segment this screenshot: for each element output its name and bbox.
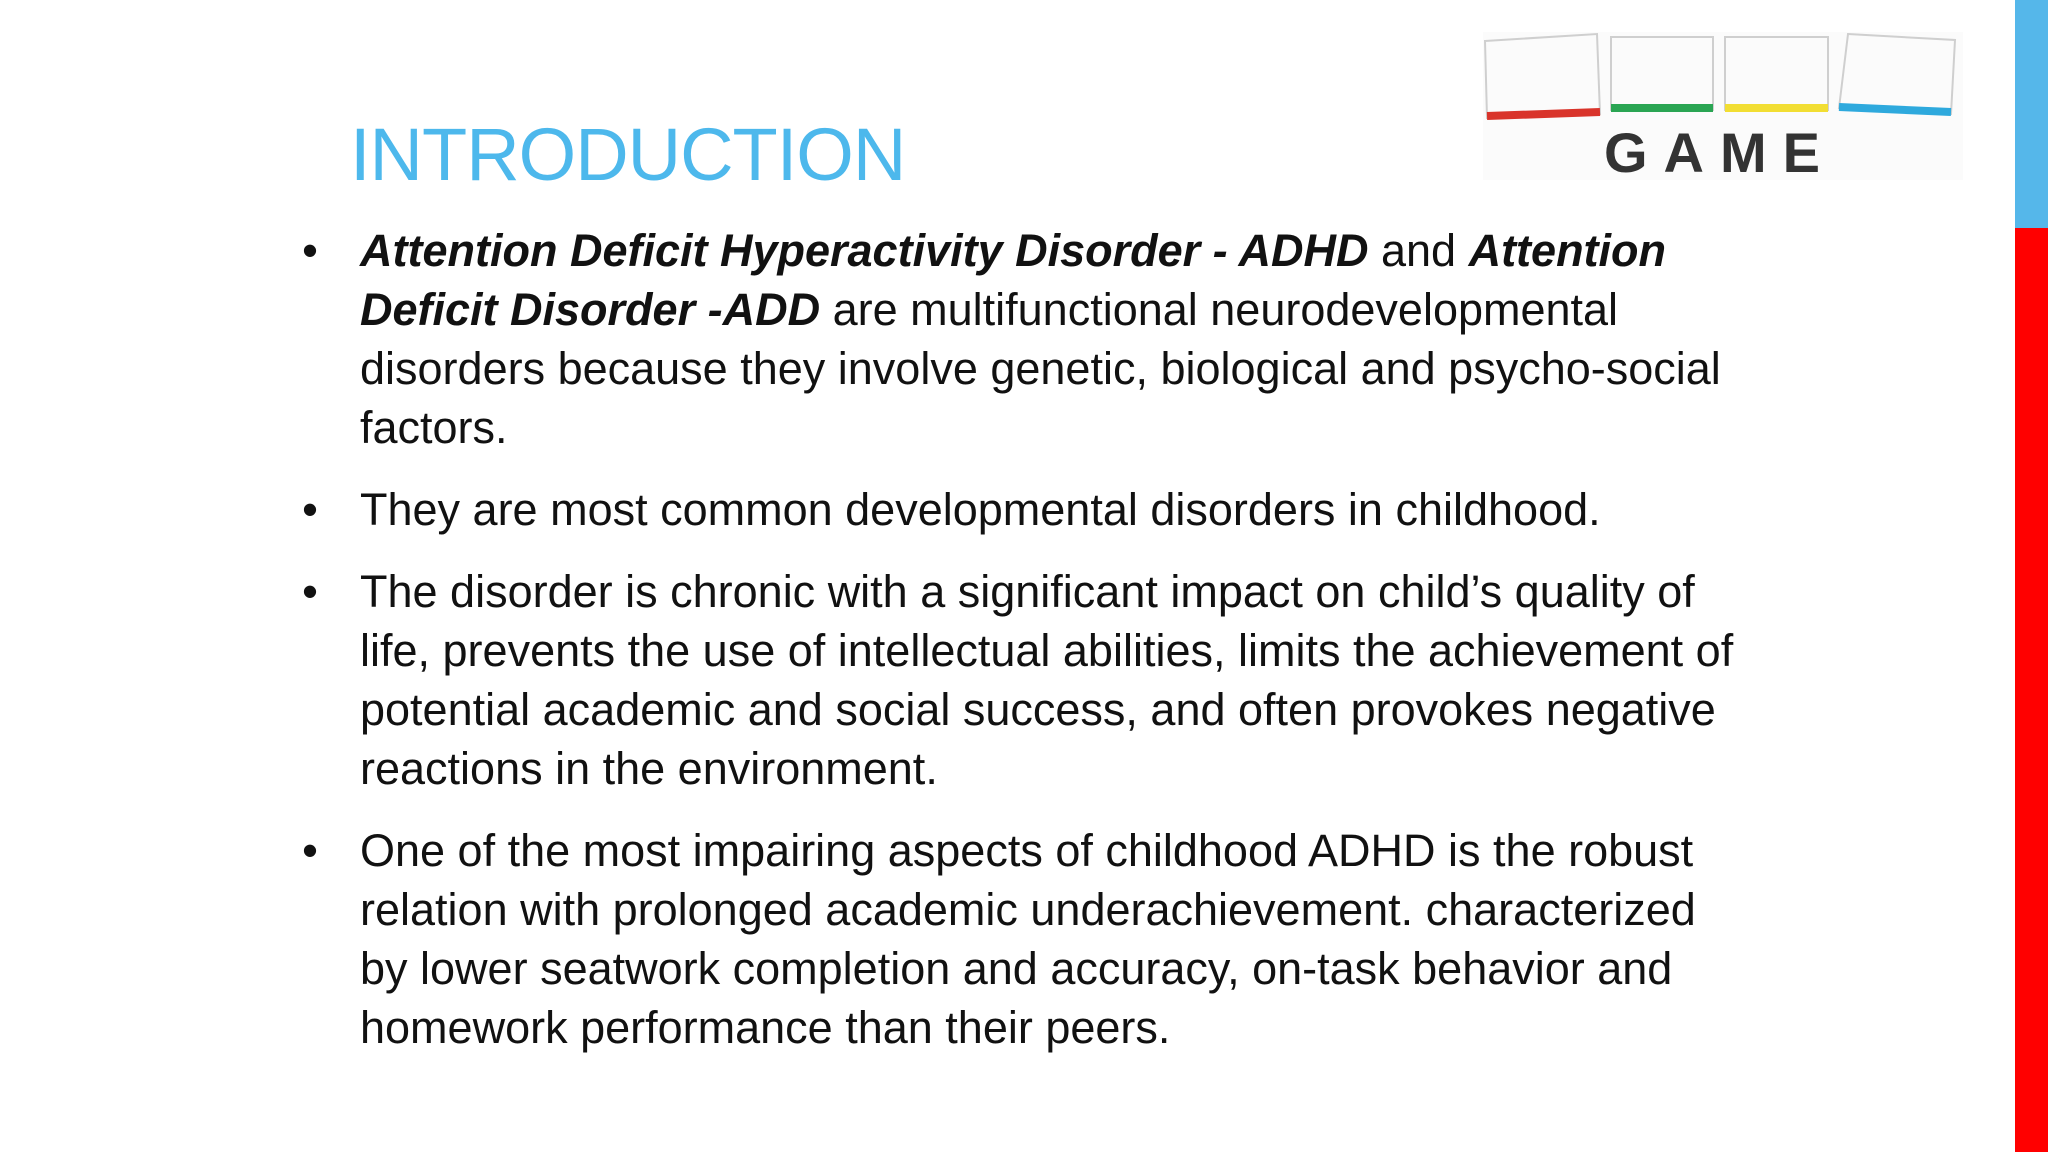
slide-title: INTRODUCTION (350, 113, 906, 196)
bullet-text: One of the most impairing aspects of childhood ADHD is the robust relation with prolonged academic underachievement. characterized by lower seatwork completion and accuracy, on-task behavior and homework performance than their peers. (360, 825, 1696, 1053)
game-logo (1483, 32, 1963, 180)
bullet-item (300, 221, 1750, 457)
bullet-item (300, 821, 1750, 1057)
logo-square-red-bar (1487, 112, 1600, 116)
logo-text: GAME (1604, 121, 1836, 180)
bullet-text: They are most common developmental disorders in childhood. (360, 484, 1601, 535)
term-adhd: Attention Deficit Hyperactivity Disorder - ADHD (360, 225, 1369, 276)
term-add: Attention Deficit Disorder -ADD (360, 225, 1667, 335)
conjunction-text: and (1368, 225, 1469, 276)
bullet-dot: • (302, 566, 318, 617)
bullet-item (300, 562, 1750, 798)
logo-square-blue-bar (1839, 107, 1951, 112)
bullet-dot: • (302, 225, 318, 276)
bullet-text: are multifunctional neurodevelopmental disorders because they involve genetic, biological and psycho-social factors. (360, 284, 1721, 453)
accent-bar-red (2015, 228, 2048, 1152)
bullet-list (300, 221, 1750, 1080)
bullet-text: The disorder is chronic with a significant impact on child’s quality of life, prevents the use of intellectual abilities, limits the achievement of potential academic and social success, and often provokes negative reactions in the environment. (360, 566, 1734, 794)
bullet-dot: • (302, 484, 318, 535)
bullet-dot: • (302, 825, 318, 876)
bullet-item (300, 480, 1750, 539)
accent-bar-blue (2015, 0, 2048, 228)
